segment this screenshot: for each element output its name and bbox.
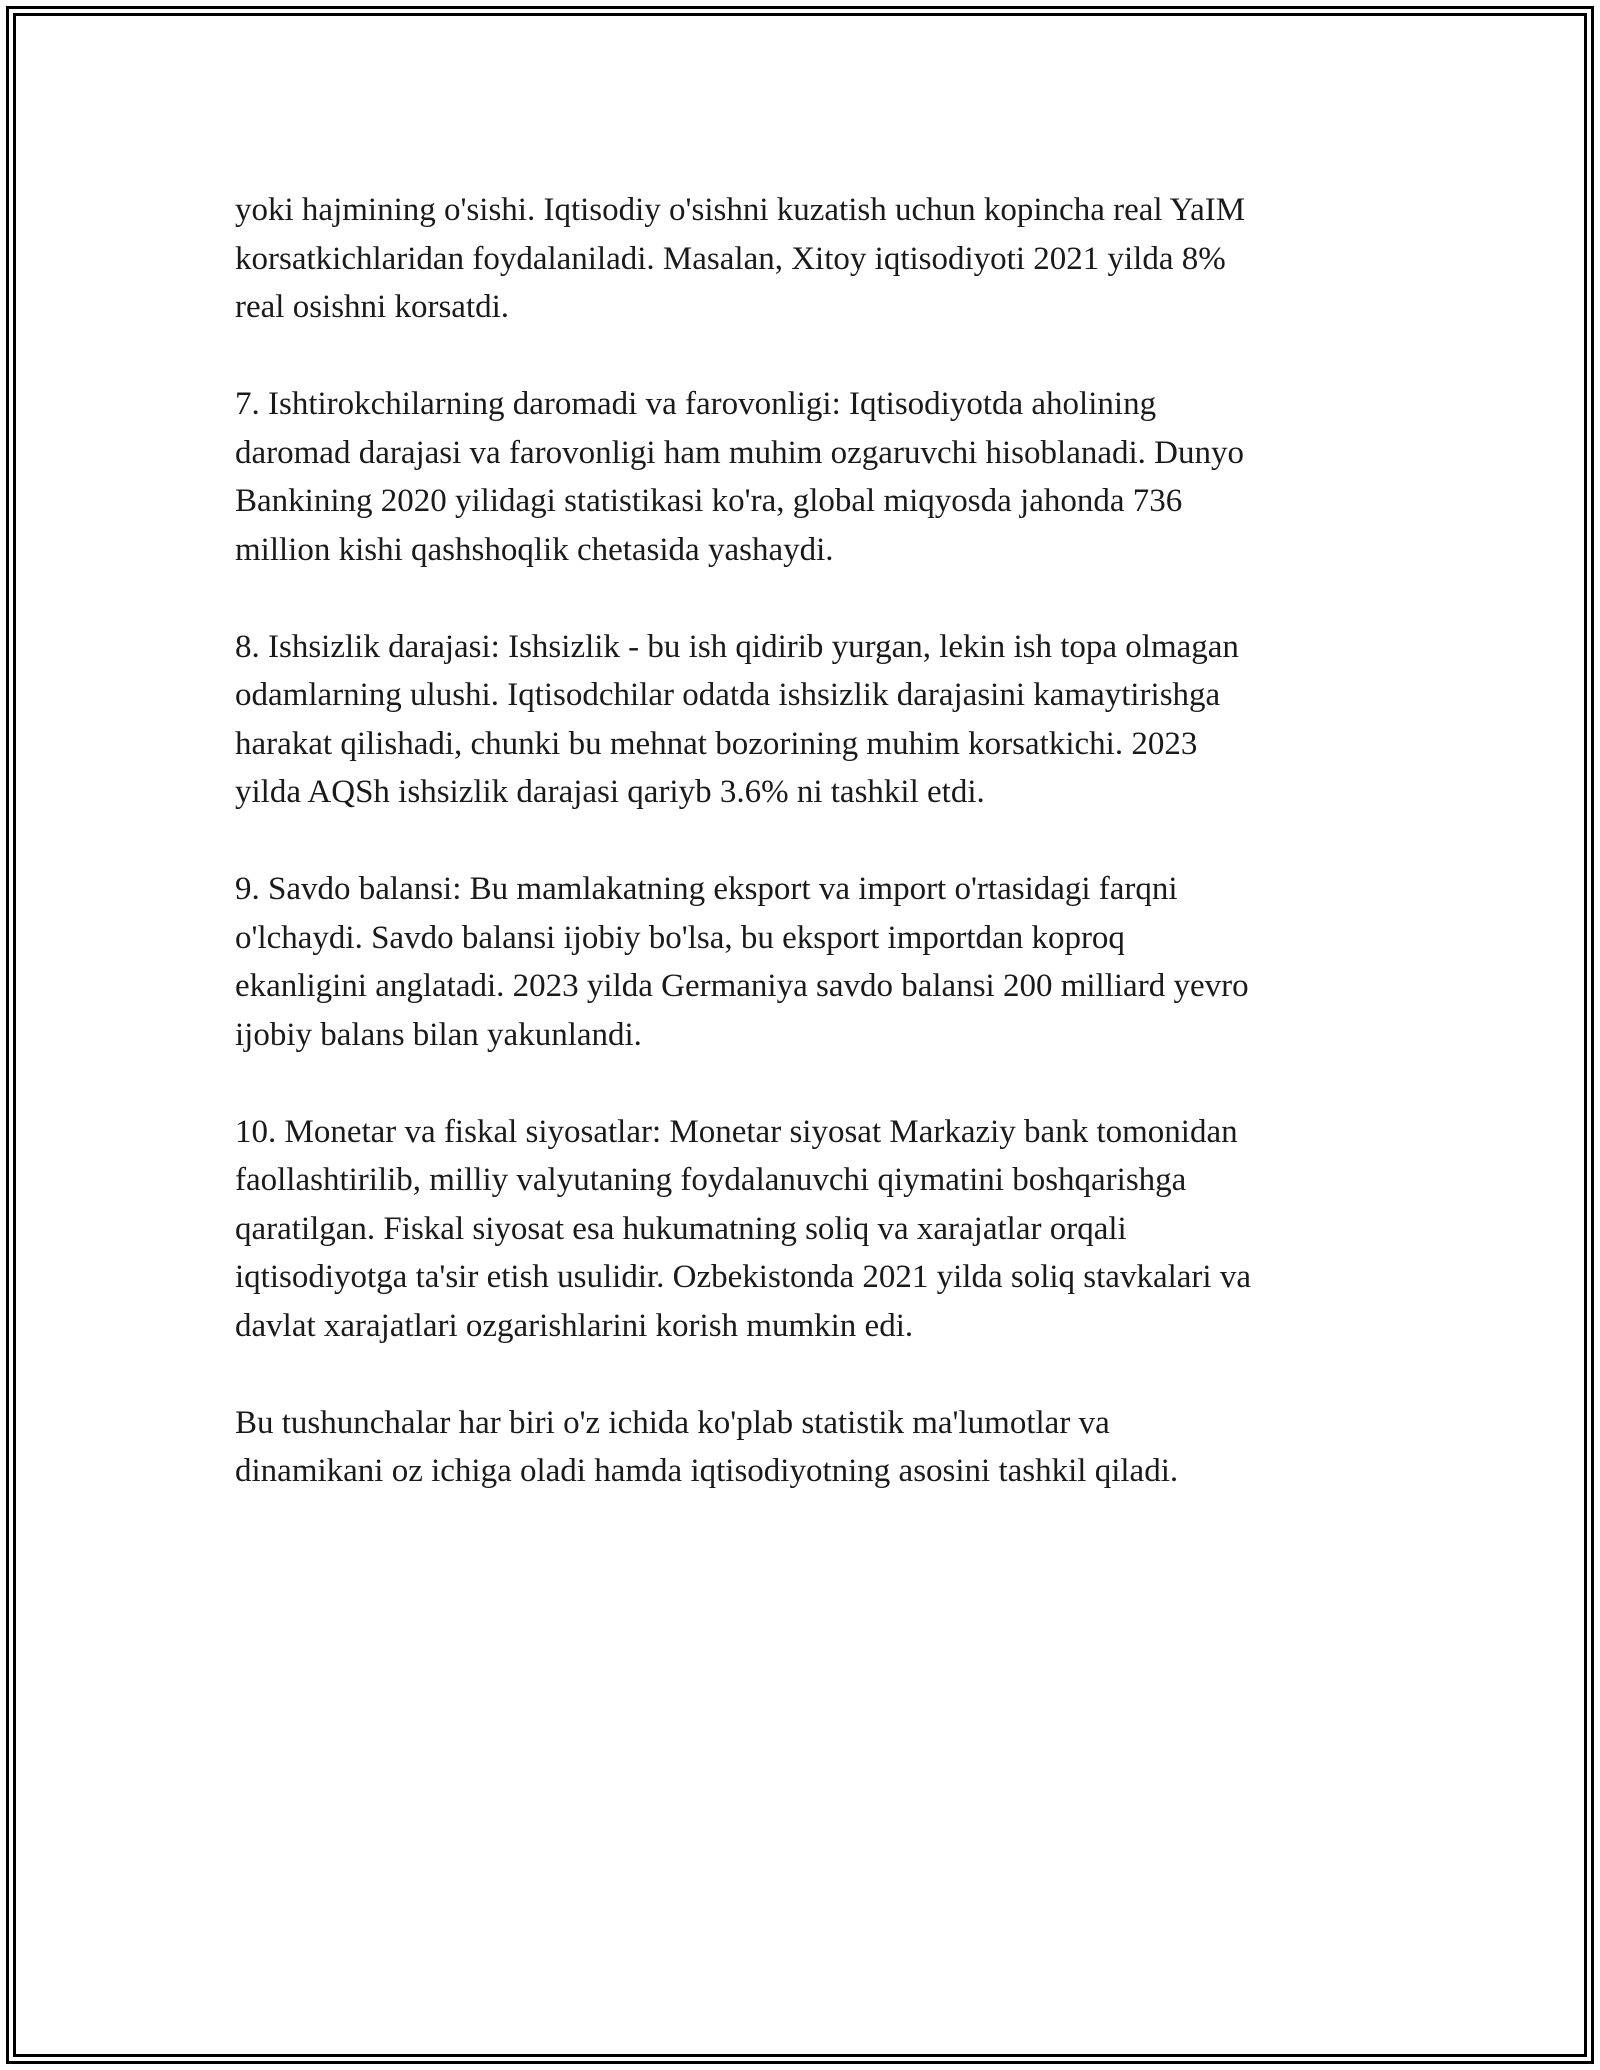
text-line: qaratilgan. Fiskal siyosat esa hukumatning soliq va xarajatlar orqali	[235, 1210, 1127, 1247]
text-line: korsatkichlaridan foydalaniladi. Masalan, Xitoy iqtisodiyoti 2021 yilda 8%	[235, 240, 1226, 277]
document-body	[235, 186, 1375, 1544]
paragraph-unemployment	[235, 623, 1375, 817]
paragraph-monetary-fiscal	[235, 1108, 1375, 1351]
text-line: davlat xarajatlari ozgarishlarini korish mumkin edi.	[235, 1307, 914, 1344]
text-line: yilda AQSh ishsizlik darajasi qariyb 3.6% ni tashkil etdi.	[235, 774, 985, 810]
text-line: daromad darajasi va farovonligi ham muhim ozgaruvchi hisoblanadi. Dunyo	[235, 434, 1244, 471]
paragraph-economic-growth	[235, 186, 1375, 332]
text-line: odamlarning ulushi. Iqtisodchilar odatda ishsizlik darajasini kamaytirishga	[235, 677, 1221, 713]
text-line: o'lchaydi. Savdo balansi ijobiy bo'lsa, bu eksport importdan koproq	[235, 919, 1125, 956]
text-line: real osishni korsatdi.	[235, 289, 510, 325]
paragraph-income-welfare	[235, 380, 1375, 574]
text-line: Bankining 2020 yilidagi statistikasi ko'ra, global miqyosda jahonda 736	[235, 483, 1183, 519]
text-line: iqtisodiyotga ta'sir etish usulidir. Ozbekistonda 2021 yilda soliq stavkalari va	[235, 1259, 1251, 1295]
text-line: faollashtirilib, milliy valyutaning foydalanuvchi qiymatini boshqarishga	[235, 1162, 1187, 1198]
text-line: ijobiy balans bilan yakunlandi.	[235, 1016, 642, 1053]
text-line: 7. Ishtirokchilarning daromadi va farovonligi: Iqtisodiyotda aholining	[235, 386, 1157, 422]
paragraph-conclusion	[235, 1399, 1375, 1496]
text-line: Bu tushunchalar har biri o'z ichida ko'plab statistik ma'lumotlar va	[235, 1404, 1110, 1441]
text-line: 9. Savdo balansi: Bu mamlakatning eksport va import o'rtasidagi farqni	[235, 871, 1178, 907]
paragraph-trade-balance	[235, 865, 1375, 1059]
text-line: yoki hajmining o'sishi. Iqtisodiy o'sishni kuzatish uchun kopincha real YaIM	[235, 192, 1246, 228]
text-line: 10. Monetar va fiskal siyosatlar: Monetar siyosat Markaziy bank tomonidan	[235, 1113, 1238, 1150]
text-line: million kishi qashshoqlik chetasida yashaydi.	[235, 531, 834, 568]
text-line: dinamikani oz ichiga oladi hamda iqtisodiyotning asosini tashkil qiladi.	[235, 1453, 1179, 1489]
text-line: harakat qilishadi, chunki bu mehnat bozorining muhim korsatkichi. 2023	[235, 725, 1198, 762]
text-line: 8. Ishsizlik darajasi: Ishsizlik - bu ish qidirib yurgan, lekin ish topa olmagan	[235, 628, 1239, 665]
text-line: ekanligini anglatadi. 2023 yilda Germaniya savdo balansi 200 milliard yevro	[235, 968, 1249, 1004]
